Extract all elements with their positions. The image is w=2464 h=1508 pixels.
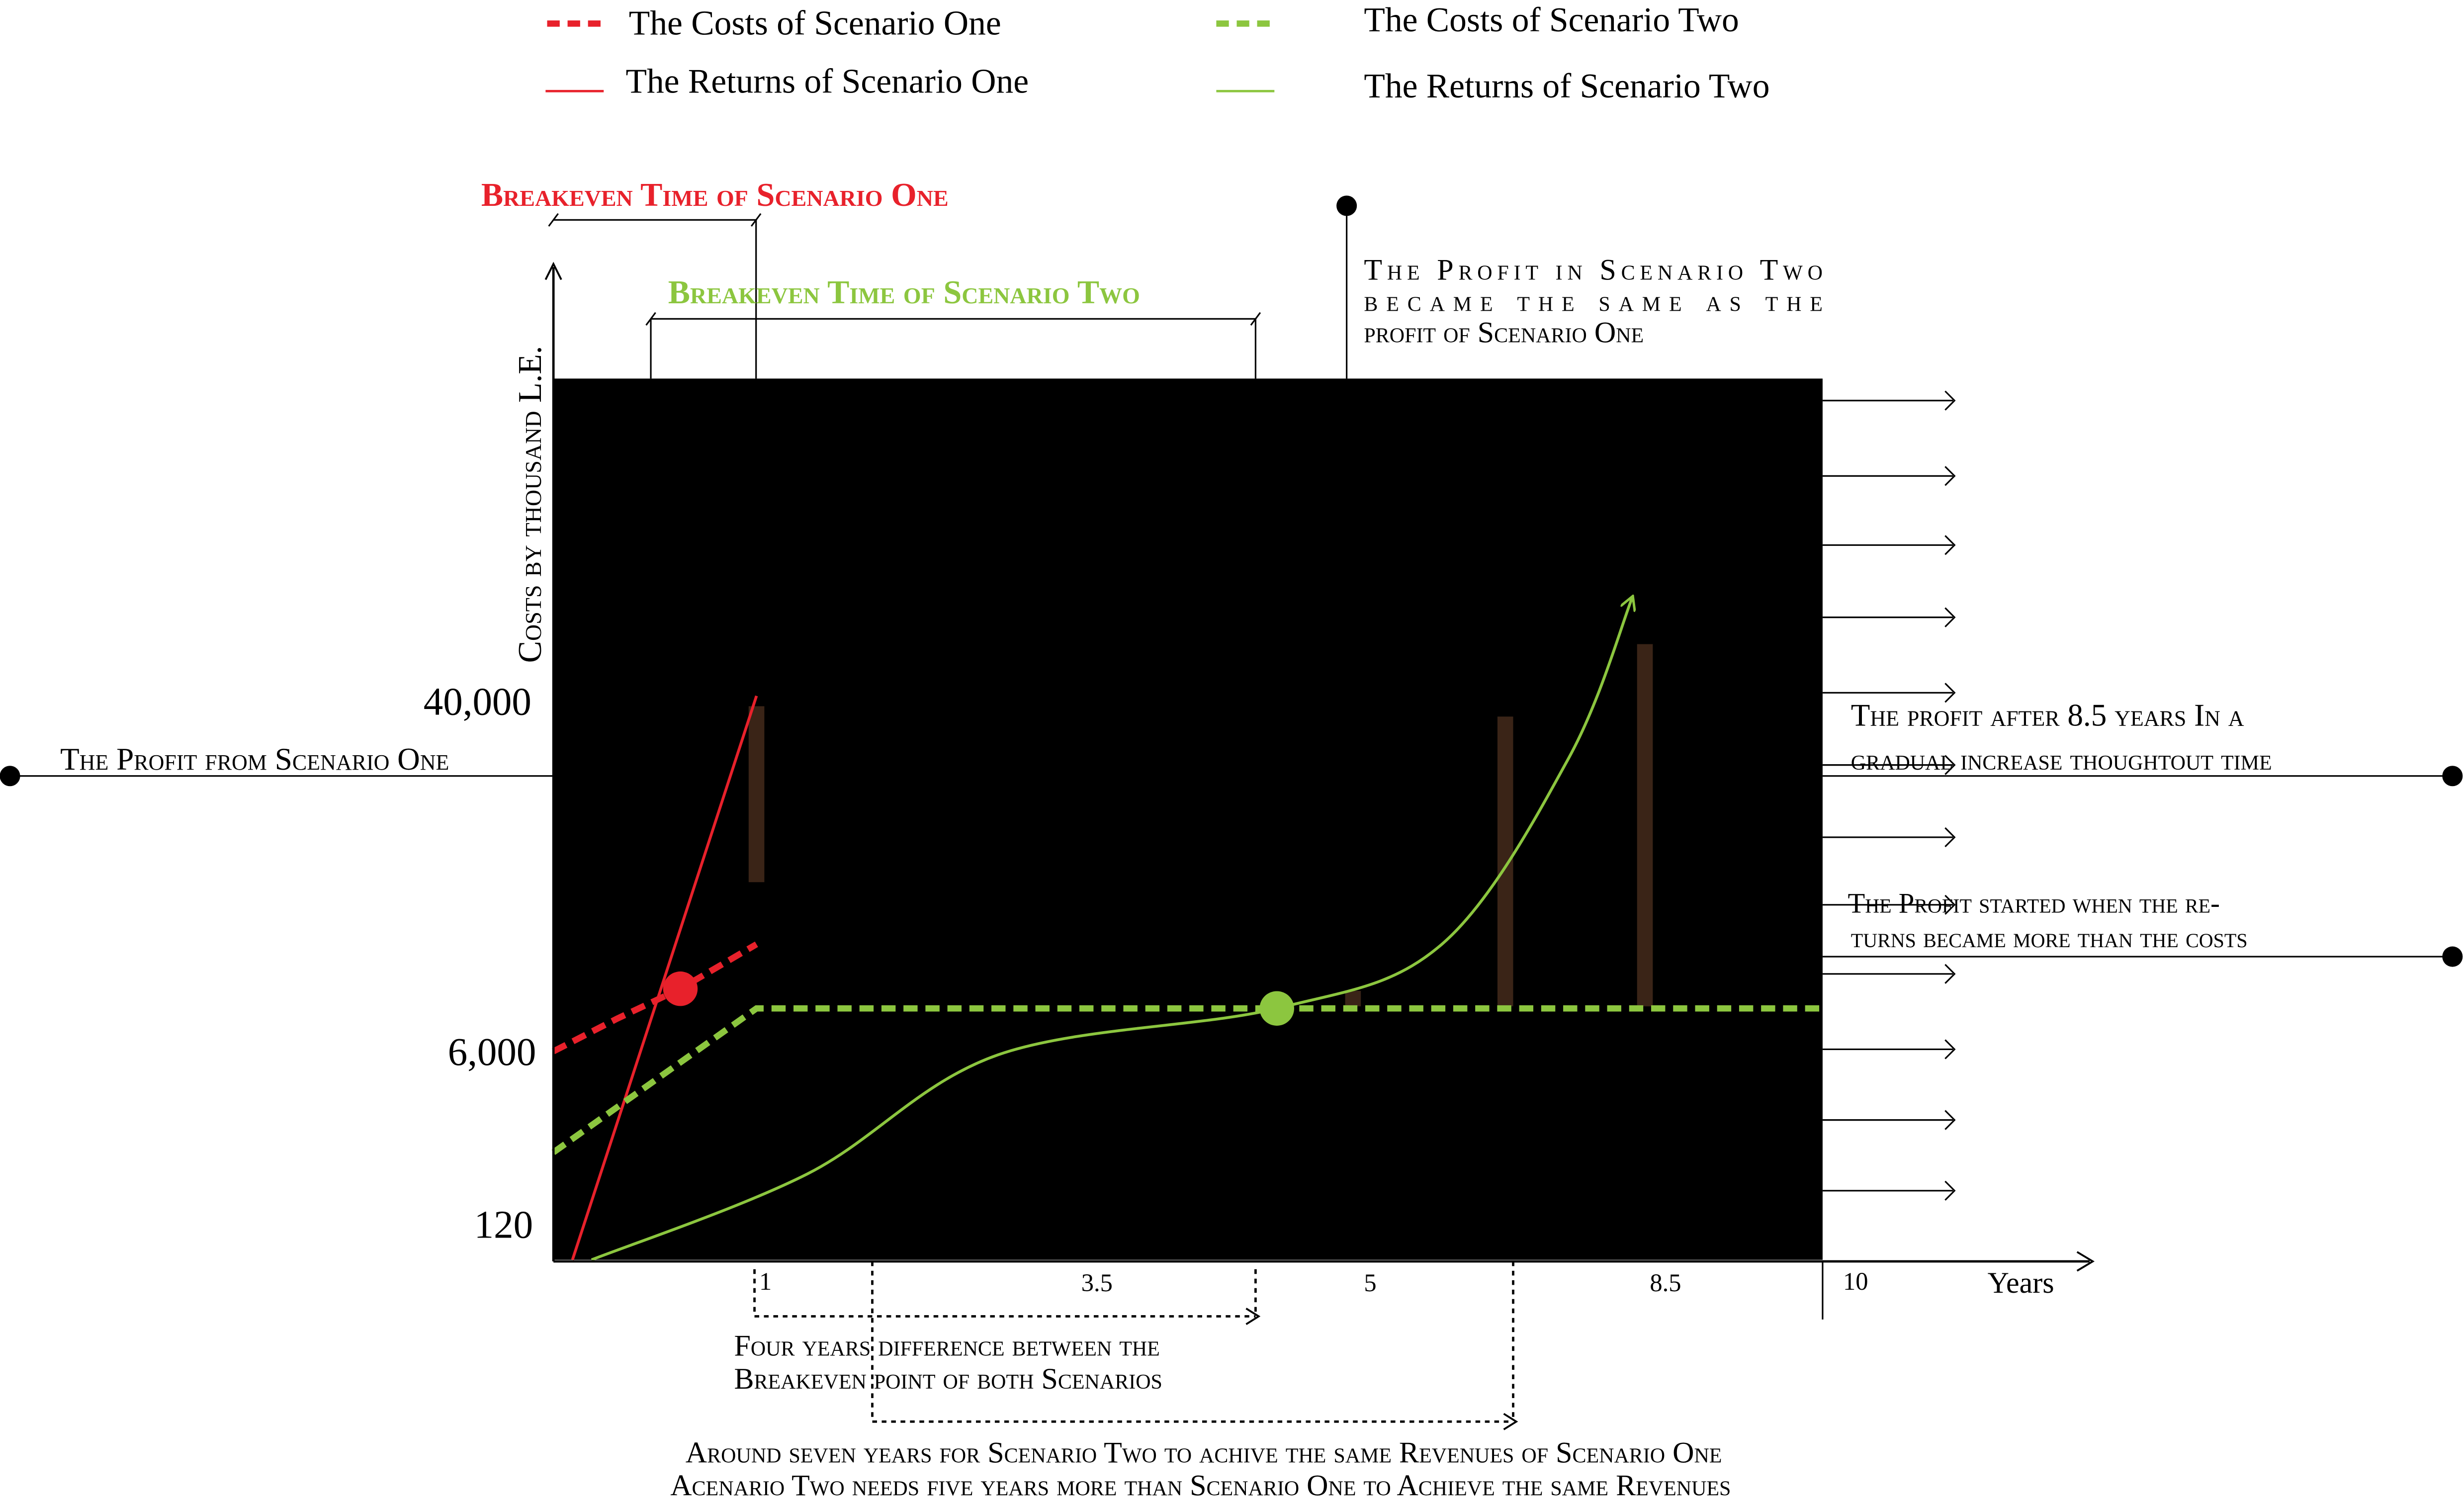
breakeven-point (1259, 991, 1294, 1026)
profit-bar (1637, 644, 1653, 1007)
profit-bar (1345, 991, 1361, 1006)
legend-label-returns-one: The Returns of Scenario One (625, 62, 1029, 101)
legend-label-returns-two: The Returns of Scenario Two (1364, 67, 1770, 105)
profit-started-line-2: turns became more than the costs (1850, 922, 2248, 954)
y-tick-label: 6,000 (447, 1031, 536, 1074)
plot-area (553, 378, 1823, 1259)
x-axis-label: Years (1987, 1266, 2054, 1300)
seven-years-line-2: Acenario Two needs five years more than Scenario One to Achieve the same Revenues (670, 1469, 1731, 1502)
bottom-bracket-four-years (755, 1269, 1256, 1317)
x-tick-label: 1 (759, 1267, 772, 1295)
profit-started-line-1: The Profit started when the re- (1848, 887, 2220, 919)
y-tick-label: 120 (474, 1203, 533, 1247)
profit-after-line-1: The profit after 8.5 years In a (1850, 698, 2244, 733)
profit-same-line-3: profit of Scenario One (1364, 316, 1644, 349)
legend (545, 1, 1769, 105)
profit-bar (749, 706, 765, 882)
y-tick-label: 40,000 (423, 680, 531, 724)
profit-after-line-2: gradual increase thoughtout time (1850, 743, 2272, 777)
four-years-line-2: Breakeven point of both Scenarios (734, 1362, 1162, 1395)
profit-same-line-1: The Profit in Scenario Two (1364, 253, 1823, 286)
profit-bar (1497, 716, 1513, 1006)
profit-same-line-2: became the same as the (1364, 284, 1823, 318)
x-tick-label: 8.5 (1650, 1269, 1681, 1297)
x-tick-label: 10 (1843, 1267, 1868, 1295)
y-axis-label: Costs by thousand L.E. (512, 346, 548, 663)
breakeven-point (663, 972, 698, 1006)
x-tick-label: 5 (1364, 1269, 1377, 1297)
x-tick-label: 3.5 (1081, 1269, 1113, 1297)
breakeven-two-label: Breakeven Time of Scenario Two (668, 274, 1140, 311)
breakeven-bracket-two (646, 313, 1260, 379)
legend-label-costs-one: The Costs of Scenario One (628, 4, 1001, 43)
legend-label-costs-two: The Costs of Scenario Two (1364, 1, 1739, 40)
seven-years-line-1: Around seven years for Scenario Two to achive the same Revenues of Scenario One (685, 1436, 1722, 1469)
profit-from-one-label: The Profit from Scenario One (60, 742, 449, 777)
four-years-line-1: Four years difference between the (734, 1329, 1160, 1362)
breakeven-one-label: Breakeven Time of Scenario One (481, 177, 949, 213)
right-arrows (1823, 391, 1954, 1200)
